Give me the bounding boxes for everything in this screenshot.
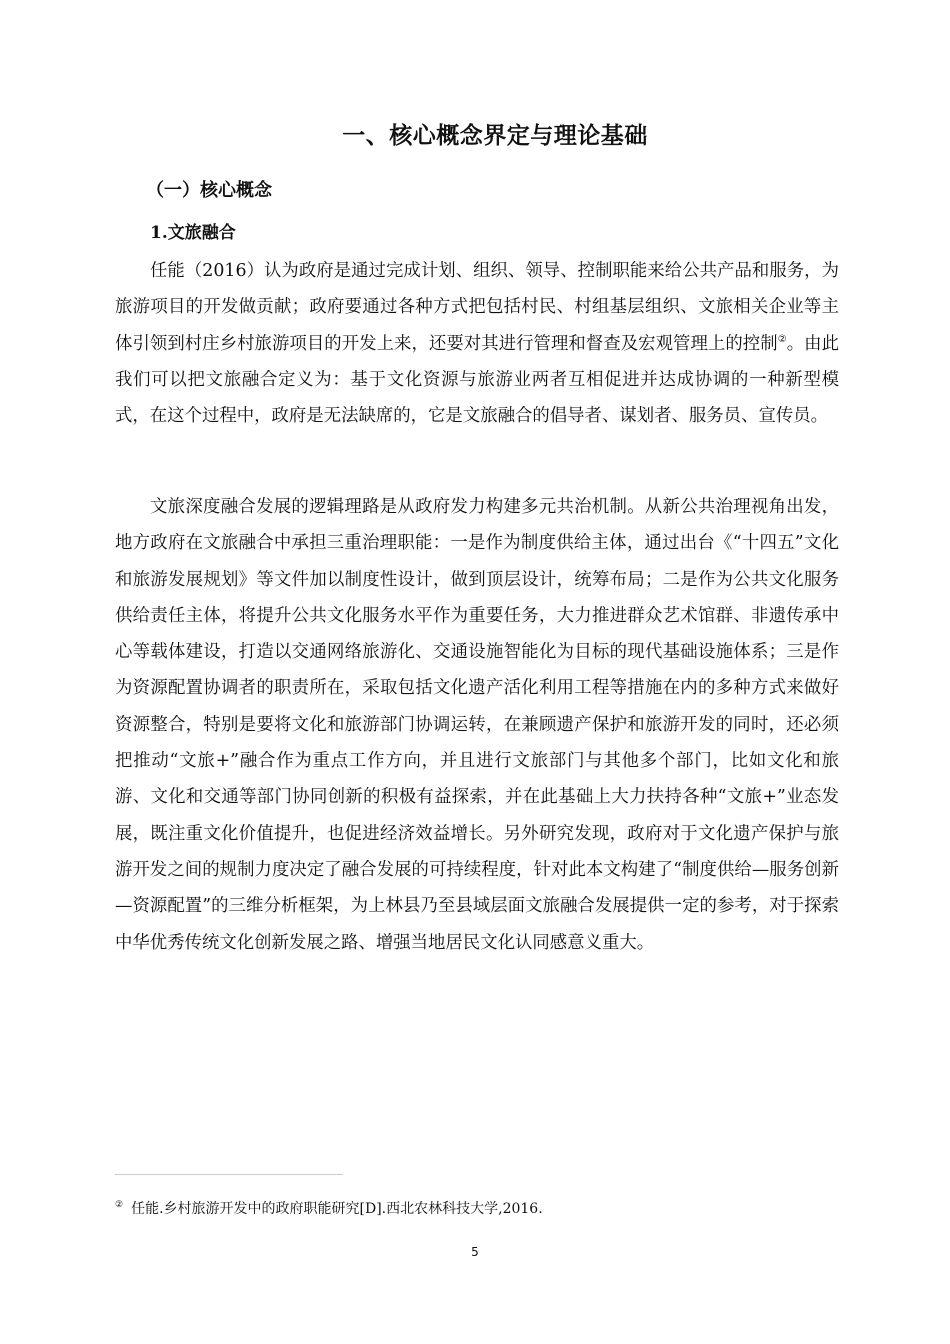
footnote (115, 1198, 543, 1218)
subsection-title: 1.文旅融合 (150, 223, 236, 243)
footnote-mark: ② (115, 1200, 124, 1211)
section-title: （一）核心概念 (146, 180, 272, 201)
paragraph-text: 任能（2016）认为政府是通过完成计划、组织、领导、控制职能来给公共产品和服务，为旅游项目的开发做贡献；政府要通过各种方式把包括村民、村组基层组织、文旅相关企业等主体引领到村庄乡村旅游项目的开发上来，还要对其进行管理和督查及宏观管理上的控制 (115, 261, 839, 354)
footnote-reference[interactable]: ② (777, 333, 787, 345)
paragraph-governance: 文旅深度融合发展的逻辑理路是从政府发力构建多元共治机制。从新公共治理视角出发，地方政府在文旅融合中承担三重治理职能：一是作为制度供给主体，通过出台《“十四五”文化和旅游发展规划》等文件加以制度性设计，做到顶层设计，统筹布局；二是作为公共文化服务供给责任主体，将提升公共文化服务水平作为重要任务，大力推进群众艺术馆群、非遗传承中心等载体建设，打造以交通网络旅游化、交通设施智能化为目标的现代基础设施体系；三是作为资源配置协调者的职责所在，采取包括文化遗产活化利用工程等措施在内的多种方式来做好资源整合，特别是要将文化和旅游部门协调运转，在兼顾遗产保护和旅游开发的同时，还必须把推动“文旅+”融合作为重点工作方向，并且进行文旅部门与其他多个部门，比如文化和旅游、文化和交通等部门协同创新的积极有益探索，并在此基础上大力扶持各种“文旅+”业态发展，既注重文化价值提升，也促进经济效益增长。另外研究发现，政府对于文化遗产保护与旅游开发之间的规制力度决定了融合发展的可持续程度，针对此本文构建了“制度供给—服务创新—资源配置”的三维分析框架，为上林县乃至县域层面文旅融合发展提供一定的参考，对于探索中华优秀传统文化创新发展之路、增强当地居民文化认同感意义重大。 (115, 497, 839, 953)
chapter-title: 一、核心概念界定与理论基础 (342, 123, 648, 149)
page-number: 5 (471, 1245, 479, 1259)
footnote-divider (115, 1174, 343, 1175)
paragraph-text: 。由此我们可以把文旅融合定义为：基于文化资源与旅游业两者互相促进并达成协调的一种新型模式，在这个过程中，政府是无法缺席的，它是文旅融合的倡导者、谋划者、服务员、宣传员。 (115, 333, 839, 427)
footnote-text: 任能.乡村旅游开发中的政府职能研究[D].西北农林科技大学,2016. (131, 1201, 543, 1217)
paragraph-definition (115, 253, 839, 434)
